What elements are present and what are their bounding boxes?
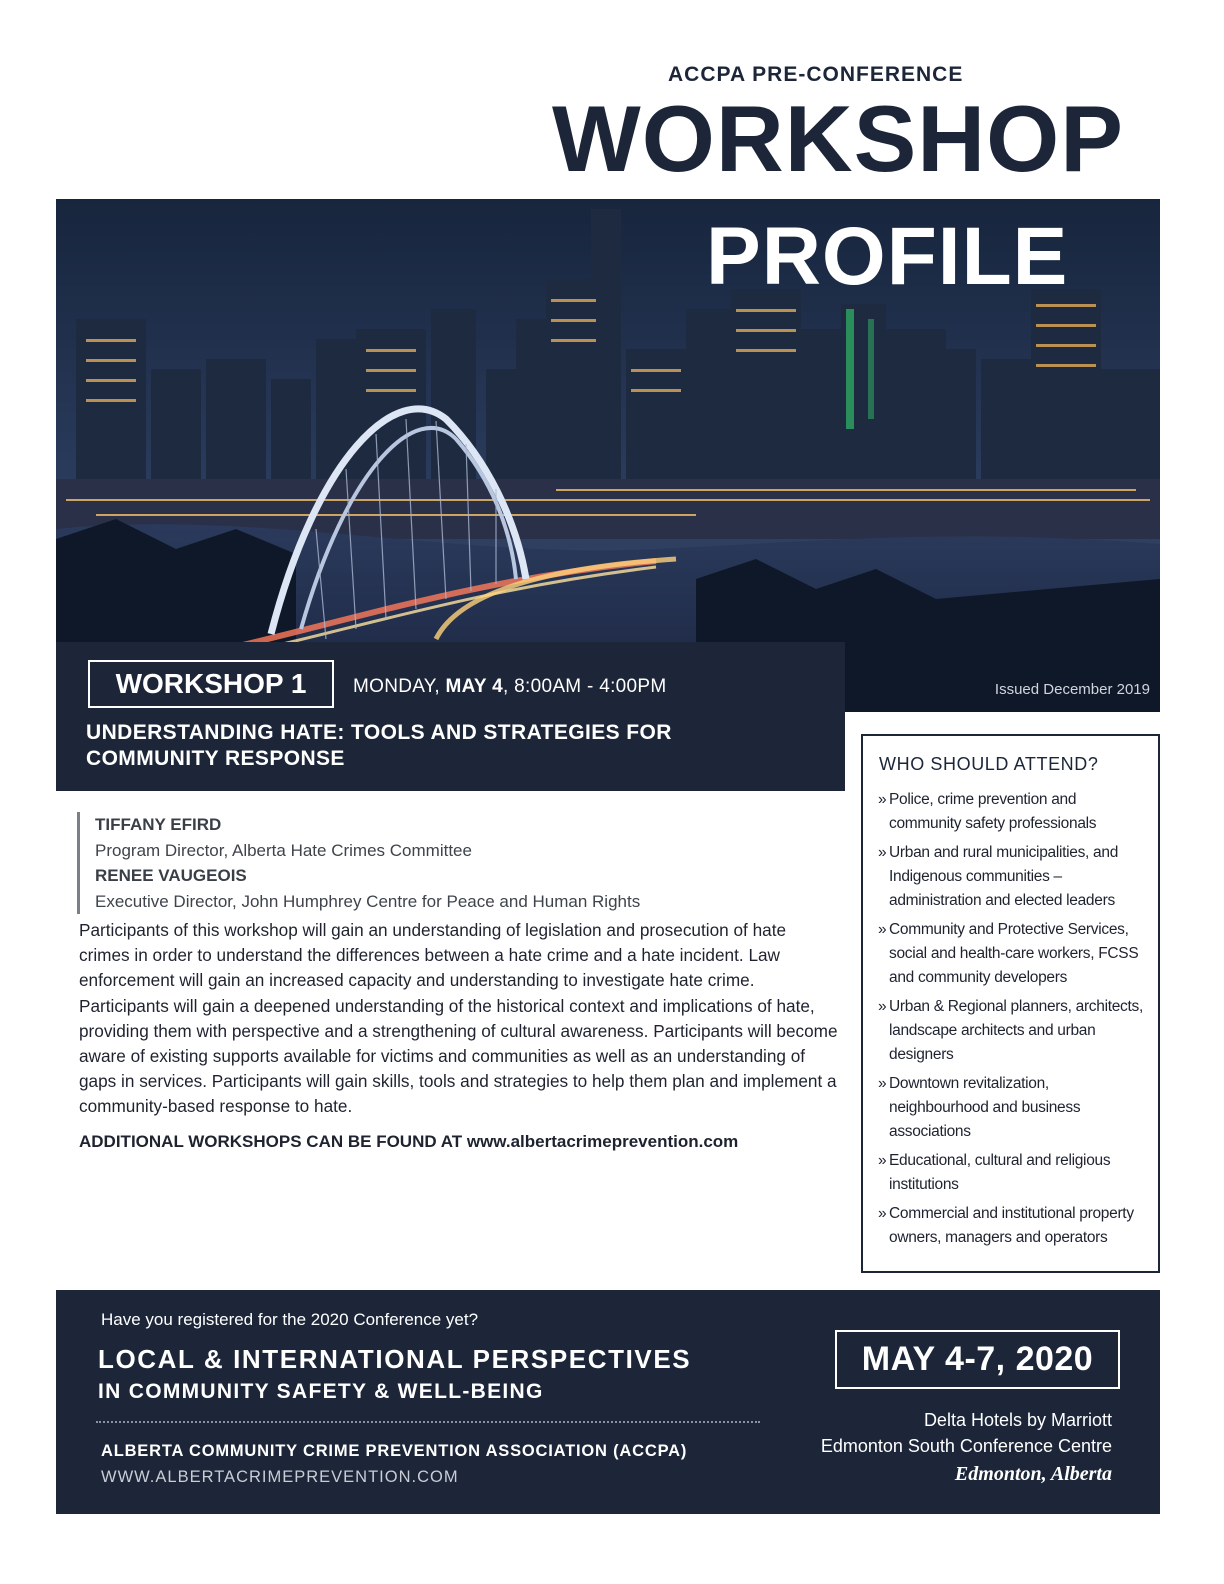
attend-item: » Educational, cultural and religious institutions xyxy=(879,1149,1148,1197)
workshop-date: MAY 4 xyxy=(445,676,503,697)
workshop-header-block xyxy=(56,642,845,791)
speaker-name: TIFFANY EFIRD xyxy=(95,815,222,834)
who-should-attend-box xyxy=(861,734,1160,1273)
workshop-description: Participants of this workshop will gain an understanding of legislation and prosecution of hate crimes in order to understand the differences between a hate crime and a hate incident. Law enforcement will gain an increased capacity and understanding to investigate hate crime. Participants will gain a deepened understanding of the historical context and implications of hate, providing them with perspective and a strengthening of cultural awareness. Participants will become aware of existing supports available for victims and communities as well as an understanding of gaps in services. Participants will gain skills, tools and strategies to help them plan and implement a community-based response to hate. xyxy=(79,920,838,1117)
attend-item: » Urban and rural municipalities, and Indigenous communities – administration and elected leaders xyxy=(879,841,1148,913)
speaker-role: Executive Director, John Humphrey Centre for Peace and Human Rights xyxy=(95,891,641,911)
venue-city: Edmonton, Alberta xyxy=(954,1463,1112,1485)
issued-date: Issued December 2019 xyxy=(994,681,1150,698)
workshop-time: , 8:00AM - 4:00PM xyxy=(502,676,667,697)
main-title-profile: PROFILE xyxy=(706,211,1069,302)
speaker-name: RENEE VAUGEOIS xyxy=(95,866,247,885)
conference-footer-banner xyxy=(56,1290,1160,1514)
main-title-workshop: WORKSHOP xyxy=(552,86,1124,191)
organization-url: WWW.ALBERTACRIMEPREVENTION.COM xyxy=(101,1468,459,1486)
workshop-number-badge: WORKSHOP 1 xyxy=(88,660,334,708)
registration-question: Have you registered for the 2020 Conference yet? xyxy=(101,1310,479,1329)
speakers-list xyxy=(77,812,640,914)
attend-item: » Downtown revitalization, neighbourhood and business associations xyxy=(879,1072,1148,1144)
attend-heading: WHO SHOULD ATTEND? xyxy=(879,754,1099,774)
venue-centre: Edmonton South Conference Centre xyxy=(820,1436,1112,1456)
attend-item: » Commercial and institutional property owners, managers and operators xyxy=(879,1202,1148,1250)
conference-dates-badge: MAY 4-7, 2020 xyxy=(835,1330,1120,1389)
organization-name: ALBERTA COMMUNITY CRIME PREVENTION ASSOCIATION (ACCPA) xyxy=(101,1442,688,1460)
eyebrow-title: ACCPA PRE-CONFERENCE xyxy=(668,63,964,86)
venue-hotel: Delta Hotels by Marriott xyxy=(923,1410,1112,1430)
dotted-divider xyxy=(96,1421,760,1423)
workshop-day: MONDAY, xyxy=(353,676,446,697)
conference-headline-1: LOCAL & INTERNATIONAL PERSPECTIVES xyxy=(98,1344,692,1374)
attend-item: » Urban & Regional planners, architects, landscape architects and urban designers xyxy=(879,995,1148,1067)
workshop-datetime xyxy=(353,676,667,698)
attend-item: » Police, crime prevention and community safety professionals xyxy=(879,788,1148,836)
workshop-title: UNDERSTANDING HATE: TOOLS AND STRATEGIES FOR COMMUNITY RESPONSE xyxy=(86,721,672,770)
attend-list xyxy=(879,788,1148,1250)
attend-item: » Community and Protective Services, social and health-care workers, FCSS and community developers xyxy=(879,918,1148,990)
conference-headline-2: IN COMMUNITY SAFETY & WELL-BEING xyxy=(98,1380,544,1403)
speaker-role: Program Director, Alberta Hate Crimes Committee xyxy=(95,840,472,860)
additional-workshops-note: ADDITIONAL WORKSHOPS CAN BE FOUND AT www.albertacrimeprevention.com xyxy=(79,1132,739,1151)
